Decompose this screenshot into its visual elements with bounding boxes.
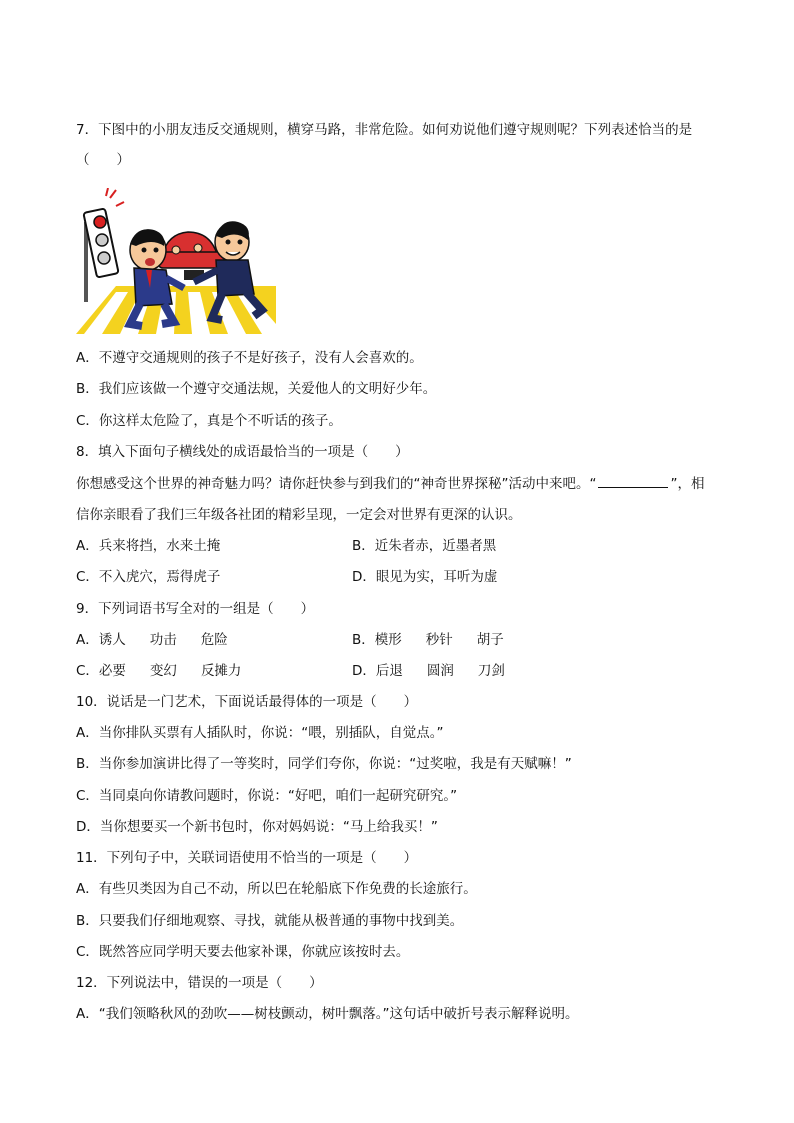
q10-option-a: A．当你排队买票有人插队时，你说：“喂，别插队，自觉点。” [76, 725, 444, 741]
q9-b-word2: 秒针 [425, 632, 453, 648]
q9-option-c [76, 662, 241, 680]
q12-option-a: A．“我们领略秋风的劲吹——树枝颤动，树叶飘落。”这句话中破折号表示解释说明。 [76, 1006, 579, 1022]
q8-passage-part2: ”，相 [670, 476, 705, 492]
q7-option-b: B．我们应该做一个遵守交通法规，关爱他人的文明好少年。 [76, 381, 437, 397]
q8-passage-part1: 你想感受这个世界的神奇魅力吗？请你赶快参与到我们的“神奇世界探秘”活动中来吧。“ [76, 476, 597, 492]
q9-d-word1: D．后退 [352, 663, 403, 679]
q10-stem: 10．说话是一门艺术，下面说话最得体的一项是（ ） [76, 694, 418, 710]
q8-option-c: C．不入虎穴，焉得虎子 [76, 569, 221, 585]
q8-passage-line2: 信你亲眼看了我们三年级各社团的精彩呈现，一定会对世界有更深的认识。 [76, 507, 522, 523]
q9-c-word1: C．必要 [76, 663, 126, 679]
q11-option-b: B．只要我们仔细地观察、寻找，就能从极普通的事物中找到美。 [76, 913, 464, 929]
q9-a-word2: 功击 [149, 632, 177, 648]
q8-option-d: D．眼见为实，耳听为虚 [352, 569, 498, 585]
q11-stem: 11．下列句子中，关联词语使用不恰当的一项是（ ） [76, 850, 418, 866]
q11-option-a: A．有些贝类因为自己不动，所以巴在轮船底下作免费的长途旅行。 [76, 881, 477, 897]
q9-d-word3: 刀剑 [477, 663, 505, 679]
q9-b-word1: B．模形 [352, 632, 402, 648]
q9-option-b [352, 631, 504, 649]
q7-option-c: C．你这样太危险了，真是个不听话的孩子。 [76, 413, 342, 429]
q9-a-word3: 危险 [200, 632, 228, 648]
q10-option-c: C．当同桌向你请教问题时，你说：“好吧，咱们一起研究研究。” [76, 788, 458, 804]
q10-option-b: B．当你参加演讲比得了一等奖时，同学们夸你，你说：“过奖啦，我是有天赋嘛！” [76, 756, 572, 772]
q7-option-a: A．不遵守交通规则的孩子不是好孩子，没有人会喜欢的。 [76, 350, 423, 366]
q12-stem: 12．下列说法中，错误的一项是（ ） [76, 975, 323, 991]
q7-answer-paren: （ ） [76, 152, 130, 168]
q9-option-a [76, 631, 228, 649]
q9-c-word3: 反摊力 [200, 663, 242, 679]
q8-fill-blank [598, 475, 668, 488]
q9-d-word2: 圆润 [426, 663, 454, 679]
q8-passage-line1 [76, 475, 704, 493]
q8-option-a: A．兵来将挡，水来土掩 [76, 538, 221, 554]
q8-option-b: B．近朱者赤，近墨者黑 [352, 538, 497, 554]
q9-stem: 9．下列词语书写全对的一组是（ ） [76, 601, 315, 617]
q7-stem: 7．下图中的小朋友违反交通规则，横穿马路，非常危险。如何劝说他们遵守规则呢？下列表述恰当的是 [76, 122, 693, 138]
q9-b-word3: 胡子 [476, 632, 504, 648]
q11-option-c: C．既然答应同学明天要去他家补课，你就应该按时去。 [76, 944, 410, 960]
q9-a-word1: A．诱人 [76, 632, 126, 648]
q9-c-word2: 变幻 [149, 663, 177, 679]
traffic-illustration [76, 188, 276, 334]
q8-stem: 8．填入下面句子横线处的成语最恰当的一项是（ ） [76, 444, 409, 460]
q9-option-d [352, 662, 505, 680]
q10-option-d: D．当你想要买一个新书包时，你对妈妈说：“马上给我买！” [76, 819, 438, 835]
